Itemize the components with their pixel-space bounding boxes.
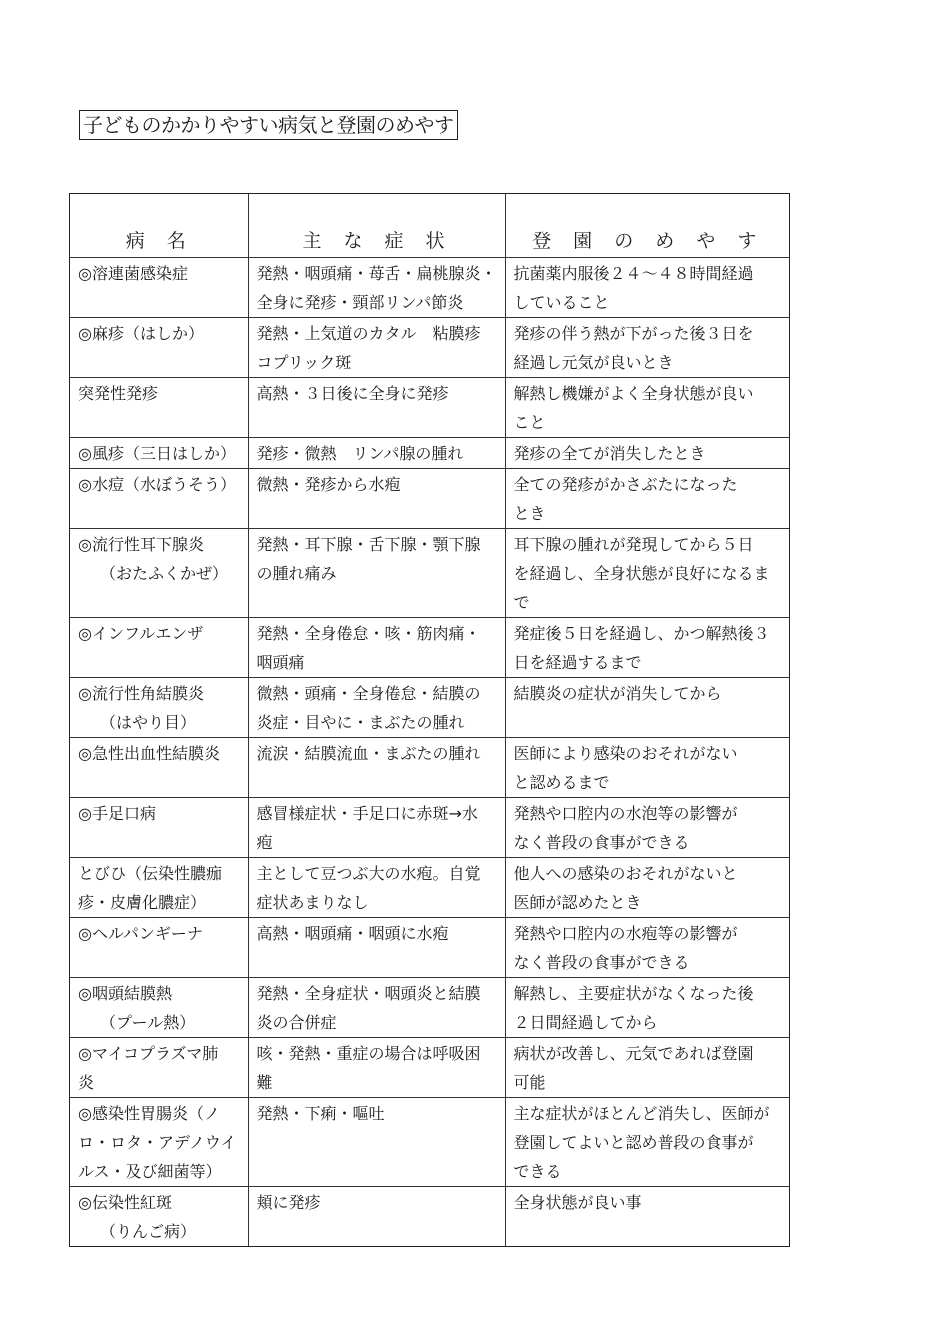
guideline-line: で <box>513 593 530 612</box>
table-row <box>70 918 789 978</box>
symptoms-cell <box>248 678 505 738</box>
guideline-cell <box>505 798 789 858</box>
guideline-line: 医師が認めたとき <box>513 893 642 912</box>
disease-name-line: （おたふくかぜ） <box>100 564 229 583</box>
symptoms-cell <box>248 438 505 469</box>
disease-name-cell <box>70 438 248 469</box>
symptoms-line: 頬に発疹 <box>256 1193 321 1212</box>
disease-name-cell <box>70 858 248 918</box>
symptoms-line: 発熱・耳下腺・舌下腺・顎下腺 <box>256 535 481 554</box>
disease-name-line: とびひ（伝染性膿痂 <box>78 864 223 883</box>
guideline-line: と認めるまで <box>513 773 610 792</box>
guideline-line: 耳下腺の腫れが発現してから５日 <box>513 535 754 554</box>
disease-name-line: （りんご病） <box>100 1222 197 1241</box>
guideline-line: 解熱し機嫌がよく全身状態が良い <box>513 384 754 403</box>
disease-name-line: ◎流行性耳下腺炎 <box>78 535 204 554</box>
symptoms-line: 微熱・頭痛・全身倦怠・結膜の <box>256 684 481 703</box>
guideline-line: とき <box>513 504 546 523</box>
disease-name-cell <box>70 1098 248 1187</box>
disease-table <box>70 194 789 1246</box>
guideline-cell <box>505 1187 789 1247</box>
table-row <box>70 1187 789 1247</box>
header-disease-name: 病 名 <box>70 194 248 258</box>
table-row <box>70 1038 789 1098</box>
table-row <box>70 469 789 529</box>
disease-name-line: ◎咽頭結膜熱 <box>78 984 172 1003</box>
guideline-cell <box>505 529 789 618</box>
disease-name-line: ◎急性出血性結膜炎 <box>78 744 220 763</box>
disease-name-line: ◎感染性胃腸炎（ノ <box>78 1104 220 1123</box>
table-row <box>70 378 789 438</box>
table-row <box>70 529 789 618</box>
guideline-line: 主な症状がほとんど消失し、医師が <box>513 1104 770 1123</box>
guideline-line: 発疹の伴う熱が下がった後３日を <box>513 324 754 343</box>
guideline-cell <box>505 318 789 378</box>
symptoms-line: 炎の合併症 <box>256 1013 337 1032</box>
guideline-line: 発疹の全てが消失したとき <box>513 444 706 463</box>
symptoms-line: の腫れ痛み <box>256 564 337 583</box>
disease-name-cell <box>70 678 248 738</box>
guideline-line: 経過し元気が良いとき <box>513 353 674 372</box>
guideline-cell <box>505 469 789 529</box>
disease-name-line: （はやり目） <box>100 713 197 732</box>
symptoms-line: 疱 <box>256 833 273 852</box>
table-row <box>70 858 789 918</box>
symptoms-line: 発熱・全身倦怠・咳・筋肉痛・ <box>256 624 481 643</box>
symptoms-line: 発熱・上気道のカタル 粘膜疹 <box>256 324 481 343</box>
disease-name-line: ◎風疹（三日はしか） <box>78 444 236 463</box>
table-row <box>70 1098 789 1187</box>
symptoms-line: 難 <box>256 1073 273 1092</box>
disease-name-line: ◎水痘（水ぼうそう） <box>78 475 236 494</box>
symptoms-line: コプリック斑 <box>256 353 352 372</box>
table-body <box>70 258 789 1247</box>
header-main-symptoms: 主 な 症 状 <box>248 194 505 258</box>
guideline-line: 日を経過するまで <box>513 653 642 672</box>
symptoms-cell <box>248 1187 505 1247</box>
symptoms-line: 炎症・目やに・まぶたの腫れ <box>256 713 465 732</box>
guideline-cell <box>505 1098 789 1187</box>
guideline-cell <box>505 378 789 438</box>
guideline-line: ２日間経過してから <box>513 1013 658 1032</box>
symptoms-line: 全身に発疹・頸部リンパ節炎 <box>256 293 464 312</box>
disease-name-cell <box>70 318 248 378</box>
disease-name-cell <box>70 918 248 978</box>
disease-name-line: ロ・ロタ・アデノウイ <box>78 1133 237 1152</box>
guideline-line: 発症後５日を経過し、かつ解熱後３ <box>513 624 770 643</box>
disease-name-line: ◎伝染性紅斑 <box>78 1193 172 1212</box>
symptoms-cell <box>248 738 505 798</box>
disease-name-line: ルス・及び細菌等） <box>78 1162 222 1181</box>
guideline-line: 可能 <box>513 1073 546 1092</box>
page-title: 子どものかかりやすい病気と登園のめやす <box>79 110 458 140</box>
disease-name-line: ◎マイコプラズマ肺 <box>78 1044 219 1063</box>
guideline-cell <box>505 438 789 469</box>
guideline-cell <box>505 738 789 798</box>
disease-name-line: ◎ヘルパンギーナ <box>78 924 203 943</box>
disease-name-line: （プール熱） <box>100 1013 196 1032</box>
guideline-line: 登園してよいと認め普段の食事が <box>513 1133 754 1152</box>
symptoms-line: 感冒様症状・手足口に赤斑→水 <box>256 804 478 823</box>
symptoms-line: 高熱・咽頭痛・咽頭に水疱 <box>256 924 449 943</box>
symptoms-cell <box>248 378 505 438</box>
symptoms-cell <box>248 1098 505 1187</box>
symptoms-cell <box>248 978 505 1038</box>
table-row <box>70 798 789 858</box>
guideline-line: 結膜炎の症状が消失してから <box>513 684 722 703</box>
disease-name-cell <box>70 469 248 529</box>
guideline-line: を経過し、全身状態が良好になるま <box>513 564 770 583</box>
table-row <box>70 618 789 678</box>
guideline-line: 解熱し、主要症状がなくなった後 <box>513 984 754 1003</box>
disease-name-cell <box>70 1038 248 1098</box>
symptoms-line: 症状あまりなし <box>256 893 369 912</box>
symptoms-cell <box>248 798 505 858</box>
disease-name-cell <box>70 798 248 858</box>
symptoms-line: 主として豆つぶ大の水疱。自覚 <box>256 864 481 883</box>
symptoms-line: 発熱・下痢・嘔吐 <box>256 1104 385 1123</box>
guideline-line: 他人への感染のおそれがないと <box>513 864 738 883</box>
disease-name-line: ◎インフルエンザ <box>78 624 204 643</box>
symptoms-cell <box>248 858 505 918</box>
disease-name-line: ◎麻疹（はしか） <box>78 324 204 343</box>
table-row <box>70 258 789 318</box>
symptoms-line: 微熱・発疹から水疱 <box>256 475 401 494</box>
symptoms-line: 高熱・３日後に全身に発疹 <box>256 384 449 403</box>
guideline-line: なく普段の食事ができる <box>513 833 690 852</box>
table-row <box>70 438 789 469</box>
header-attendance-guideline: 登 園 の め や す <box>505 194 789 258</box>
guideline-line: 病状が改善し、元気であれば登園 <box>513 1044 754 1063</box>
symptoms-cell <box>248 318 505 378</box>
guideline-cell <box>505 978 789 1038</box>
table-header-row <box>70 194 789 258</box>
symptoms-cell <box>248 469 505 529</box>
guideline-line: 全身状態が良い事 <box>513 1193 642 1212</box>
disease-name-cell <box>70 378 248 438</box>
guideline-line: 抗菌薬内服後２４〜４８時間経過 <box>513 264 754 283</box>
guideline-cell <box>505 858 789 918</box>
table-row <box>70 978 789 1038</box>
symptoms-cell <box>248 618 505 678</box>
disease-name-line: ◎手足口病 <box>78 804 156 823</box>
guideline-line: 発熱や口腔内の水泡等の影響が <box>513 804 738 823</box>
table-row <box>70 738 789 798</box>
symptoms-cell <box>248 918 505 978</box>
disease-name-cell <box>70 738 248 798</box>
disease-name-line: 炎 <box>78 1073 95 1092</box>
symptoms-cell <box>248 1038 505 1098</box>
guideline-line: していること <box>513 293 610 312</box>
disease-name-cell <box>70 1187 248 1247</box>
disease-name-line: ◎流行性角結膜炎 <box>78 684 204 703</box>
disease-name-line: 突発性発疹 <box>78 384 159 403</box>
guideline-line: 発熱や口腔内の水疱等の影響が <box>513 924 738 943</box>
guideline-line: こと <box>513 413 546 432</box>
disease-name-cell <box>70 529 248 618</box>
symptoms-line: 発熱・全身症状・咽頭炎と結膜 <box>256 984 481 1003</box>
symptoms-line: 流涙・結膜流血・まぶたの腫れ <box>256 744 481 763</box>
disease-table-container <box>69 193 790 1247</box>
disease-name-cell <box>70 618 248 678</box>
guideline-line: 全ての発疹がかさぶたになった <box>513 475 738 494</box>
disease-name-line: 疹・皮膚化膿症） <box>78 893 207 912</box>
guideline-line: なく普段の食事ができる <box>513 953 690 972</box>
guideline-cell <box>505 618 789 678</box>
guideline-cell <box>505 1038 789 1098</box>
symptoms-line: 咽頭痛 <box>256 653 305 672</box>
disease-name-cell <box>70 258 248 318</box>
disease-name-line: ◎溶連菌感染症 <box>78 264 188 283</box>
guideline-line: 医師により感染のおそれがない <box>513 744 738 763</box>
table-row <box>70 318 789 378</box>
symptoms-line: 発熱・咽頭痛・苺舌・扁桃腺炎・ <box>256 264 497 283</box>
symptoms-cell <box>248 258 505 318</box>
disease-name-cell <box>70 978 248 1038</box>
guideline-cell <box>505 918 789 978</box>
guideline-cell <box>505 258 789 318</box>
symptoms-line: 咳・発熱・重症の場合は呼吸困 <box>256 1044 481 1063</box>
guideline-line: できる <box>513 1162 562 1181</box>
guideline-cell <box>505 678 789 738</box>
symptoms-line: 発疹・微熱 リンパ腺の腫れ <box>256 444 464 463</box>
symptoms-cell <box>248 529 505 618</box>
table-row <box>70 678 789 738</box>
